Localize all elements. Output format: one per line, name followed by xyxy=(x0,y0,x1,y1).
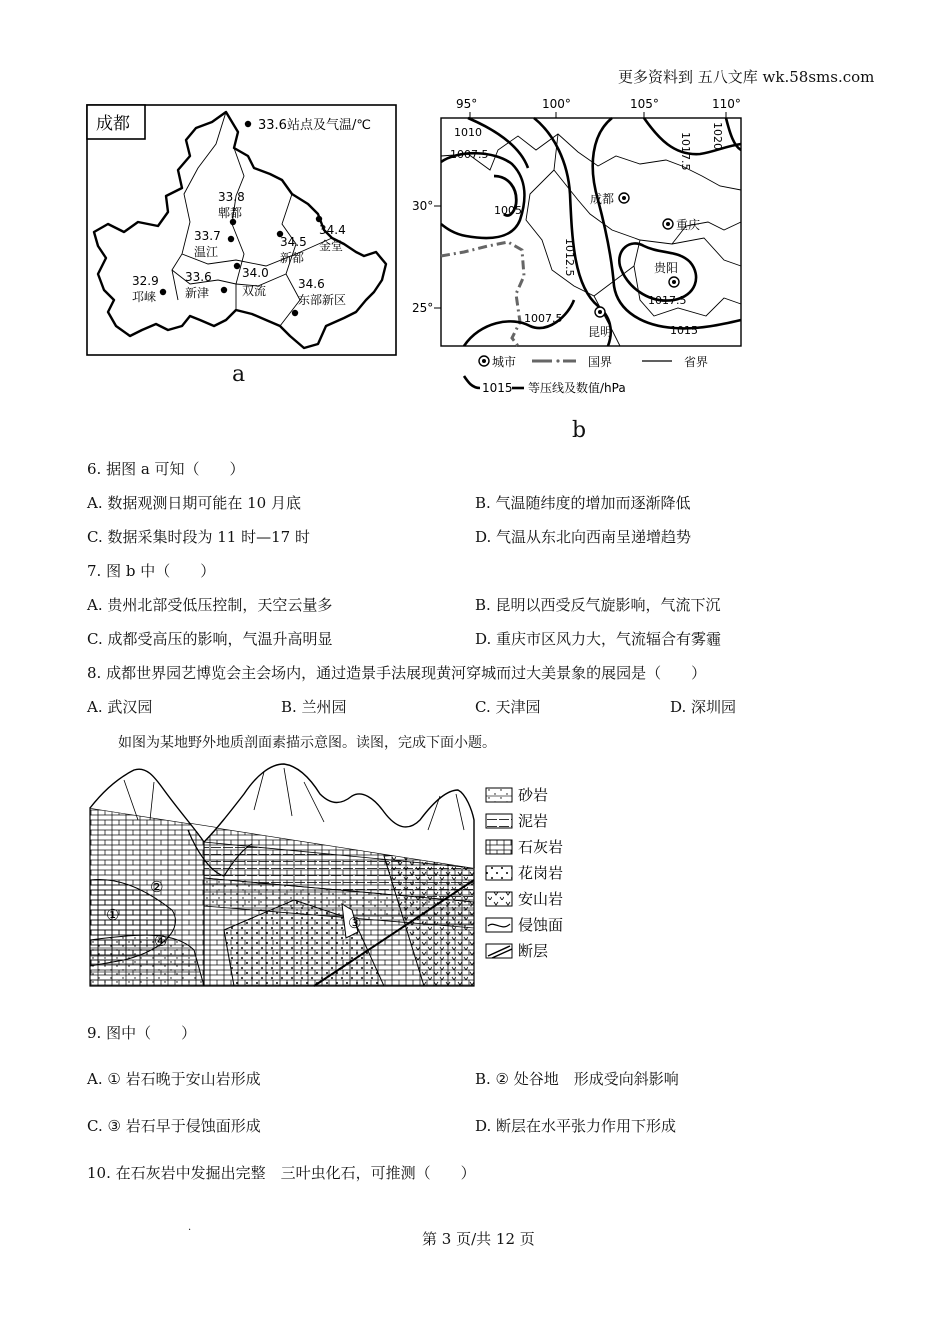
lat-label: 25° xyxy=(412,301,434,315)
station-value: 34.4 xyxy=(319,223,346,237)
legend-sandstone-swatch xyxy=(486,788,512,802)
legend-station-dot xyxy=(245,121,251,127)
q9-stem: 9. 图中（ ） xyxy=(87,1024,197,1042)
marker-2: ② xyxy=(150,878,164,896)
lon-label: 95° xyxy=(456,97,478,111)
isobar-value: 1017.5 xyxy=(648,294,687,307)
q8-option-b: B. 兰州园 xyxy=(281,698,347,716)
map-b xyxy=(408,90,758,400)
isobar-value: 1020 xyxy=(711,122,724,150)
legend-province: 省界 xyxy=(684,355,709,369)
city-label: 昆明 xyxy=(588,325,613,339)
legend-granite: 花岗岩 xyxy=(518,864,564,882)
legend-mudstone-swatch xyxy=(486,814,512,828)
isobar-value: 1015 xyxy=(670,324,698,337)
legend-fault: 断层 xyxy=(518,942,549,960)
legend-isobar-value: 1015 xyxy=(482,381,513,395)
q7-stem: 7. 图 b 中（ ） xyxy=(87,562,216,580)
station-name: 东部新区 xyxy=(298,293,347,307)
geology-intro: 如图为某地野外地质剖面素描示意图。读图，完成下面小题。 xyxy=(118,735,496,751)
lat-label: 30° xyxy=(412,199,434,213)
map-a-title: 成都 xyxy=(96,114,130,134)
q6-option-d: D. 气温从东北向西南呈递增趋势 xyxy=(475,528,692,546)
q7-option-b: B. 昆明以西受反气旋影响，气流下沉 xyxy=(475,596,721,614)
station-name: 新都 xyxy=(280,251,305,265)
map-a-caption: a xyxy=(232,362,246,387)
station-dot xyxy=(234,263,240,269)
station-value: 32.9 xyxy=(132,274,159,288)
city-label: 成都 xyxy=(590,192,615,206)
isobar-value: 1007.5 xyxy=(524,312,563,325)
q8-option-d: D. 深圳园 xyxy=(670,698,737,716)
isobar-value: 1012.5 xyxy=(563,238,576,277)
q9-option-b: B. ② 处谷地 形成受向斜影响 xyxy=(475,1070,679,1088)
station-value: 33.6 xyxy=(185,270,212,284)
map-a-frame xyxy=(87,105,396,355)
station-name: 金堂 xyxy=(319,239,344,253)
legend-border: 国界 xyxy=(588,355,613,369)
footer-dot: . xyxy=(188,1222,192,1233)
city-label: 贵阳 xyxy=(654,261,679,275)
q8-option-a: A. 武汉园 xyxy=(87,698,153,716)
station-name: 邛崃 xyxy=(132,290,157,304)
marker-4: ④ xyxy=(154,932,168,950)
map-b-caption: b xyxy=(572,418,587,443)
map-a xyxy=(86,104,398,358)
isobar-value: 1005 xyxy=(494,204,522,217)
legend-andesite: 安山岩 xyxy=(518,890,564,908)
q9-option-c: C. ③ 岩石早于侵蚀面形成 xyxy=(87,1117,261,1135)
q8-option-c: C. 天津园 xyxy=(475,698,541,716)
q6-option-c: C. 数据采集时段为 11 时—17 时 xyxy=(87,528,310,546)
legend-granite-swatch xyxy=(486,866,512,880)
q6-option-b: B. 气温随纬度的增加而逐渐降低 xyxy=(475,494,691,512)
q7-option-a: A. 贵州北部受低压控制，天空云量多 xyxy=(87,596,333,614)
q9-option-a: A. ① 岩石晚于安山岩形成 xyxy=(87,1070,261,1088)
station-dot xyxy=(160,289,166,295)
isobar-value: 1007.5 xyxy=(450,148,489,161)
station-dot xyxy=(316,216,322,222)
legend-limestone: 石灰岩 xyxy=(518,838,564,856)
geologic-section xyxy=(84,760,584,1000)
station-value: 34.0 xyxy=(242,266,269,280)
lon-label: 105° xyxy=(630,97,659,111)
station-name: 郫都 xyxy=(218,206,243,220)
legend-isobar-line xyxy=(464,376,480,388)
isobar-value: 1017.5 xyxy=(679,132,692,171)
station-name: 新津 xyxy=(185,286,210,300)
page-number: 第 3 页/共 12 页 xyxy=(422,1230,535,1248)
q8-stem: 8. 成都世界园艺博览会主会场内，通过造景手法展现黄河穿城而过大美景象的展园是（ ） xyxy=(87,664,707,682)
isobar-value: 1010 xyxy=(454,126,482,139)
marker-1: ① xyxy=(106,906,120,924)
station-dot xyxy=(228,236,234,242)
legend-city: 城市 xyxy=(492,355,517,369)
legend-isobar-text: 等压线及数值/hPa xyxy=(528,381,626,395)
q10-stem: 10. 在石灰岩中发掘出完整 三叶虫化石，可推测（ ） xyxy=(87,1164,476,1182)
header-watermark: 更多资料到 五八文库 wk.58sms.com xyxy=(618,68,875,86)
station-value: 33.7 xyxy=(194,229,221,243)
legend-mudstone: 泥岩 xyxy=(518,812,549,830)
station-value: 34.6 xyxy=(298,277,325,291)
legend-sandstone: 砂岩 xyxy=(518,786,549,804)
station-name: 温江 xyxy=(194,245,219,259)
marker-3: ③ xyxy=(348,914,362,932)
station-value: 34.5 xyxy=(280,235,307,249)
lon-label: 110° xyxy=(712,97,741,111)
station-name: 双流 xyxy=(242,284,267,298)
legend-erosion: 侵蚀面 xyxy=(518,916,564,934)
lon-label: 100° xyxy=(542,97,571,111)
map-a-legend: 33.6站点及气温/℃ xyxy=(258,118,371,133)
station-value: 33.8 xyxy=(218,190,245,204)
q9-option-d: D. 断层在水平张力作用下形成 xyxy=(475,1117,677,1135)
q6-option-a: A. 数据观测日期可能在 10 月底 xyxy=(87,494,301,512)
q6-stem: 6. 据图 a 可知（ ） xyxy=(87,460,245,478)
legend-andesite-swatch xyxy=(486,892,512,906)
station-dot xyxy=(292,310,298,316)
q7-option-c: C. 成都受高压的影响，气温升高明显 xyxy=(87,630,333,648)
city-label: 重庆 xyxy=(676,218,701,232)
q7-option-d: D. 重庆市区风力大，气流辐合有雾霾 xyxy=(475,630,722,648)
station-dot xyxy=(221,287,227,293)
legend-limestone-swatch xyxy=(486,840,512,854)
